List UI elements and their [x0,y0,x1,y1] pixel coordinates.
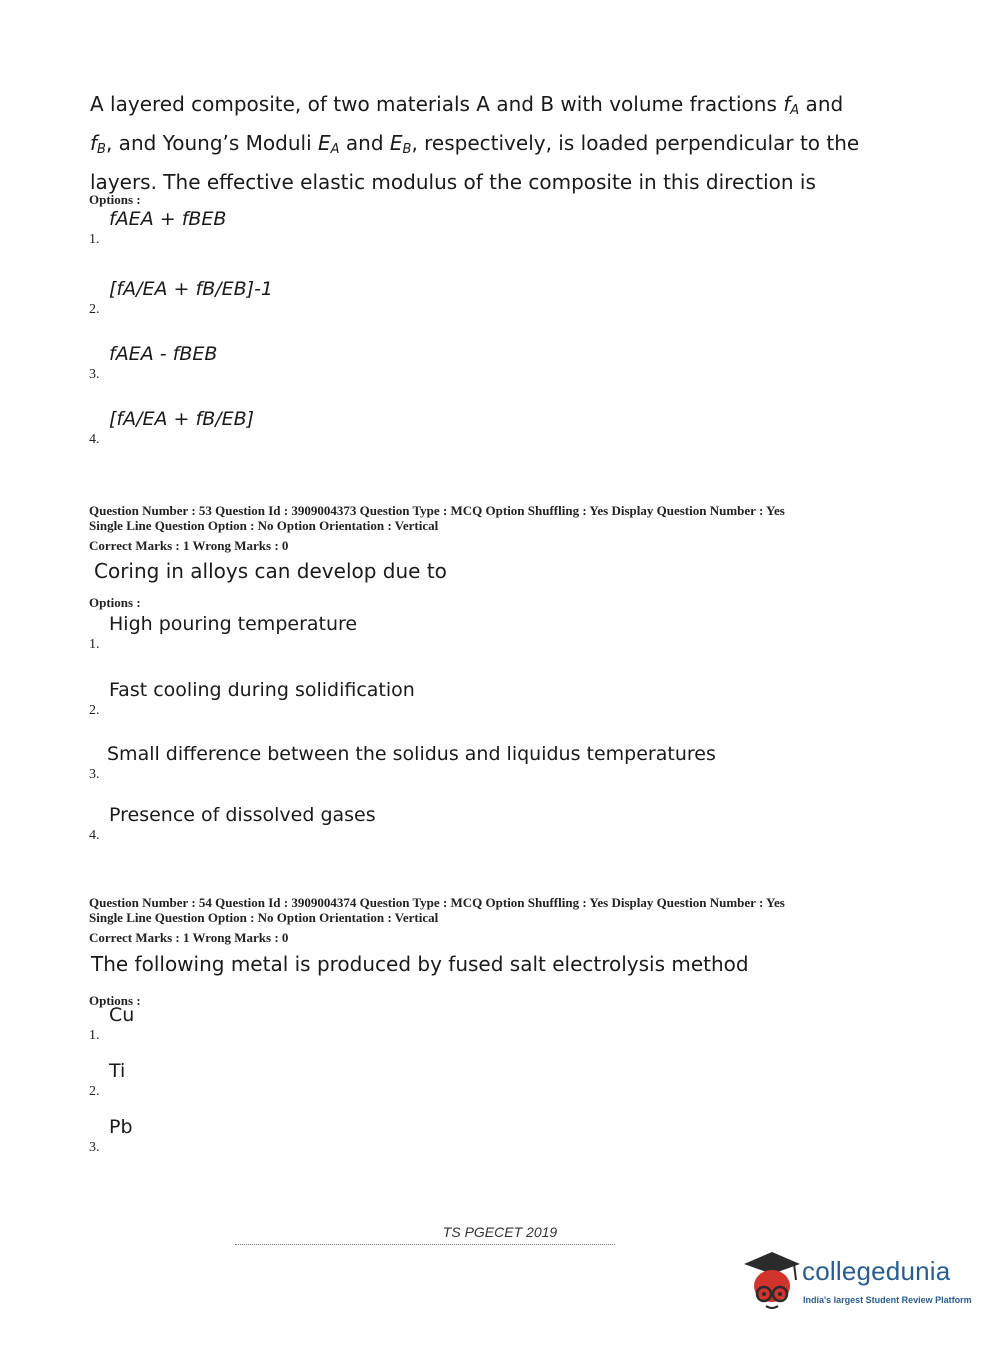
options-label: Options : [89,192,141,207]
option-number: 4. [89,828,100,843]
option-text: Small difference between the solidus and liquidus temperatures [107,743,716,765]
question-54-meta [89,895,909,945]
options-label: Options : [89,993,141,1008]
meta-line: Single Line Question Option : No Option Orientation : Vertical [89,910,439,925]
option-q54-3[interactable] [89,1116,889,1156]
option-number: 3. [89,767,100,782]
option-number: 2. [89,1084,100,1099]
option-text: fAEA + fBEB [109,208,227,230]
option-q53-1[interactable] [89,613,889,653]
option-text: Ti [109,1060,126,1082]
question-53-text: Coring in alloys can develop due to [94,559,447,583]
meta-line: Single Line Question Option : No Option Orientation : Vertical [89,518,439,533]
option-number: 1. [89,637,100,652]
option-text: Cu [109,1004,135,1026]
marks-line: Correct Marks : 1 Wrong Marks : 0 [89,930,289,945]
option-number: 3. [89,367,100,382]
option-number: 1. [89,1028,100,1043]
logo-tagline: India's largest Student Review Platform [803,1295,972,1305]
option-q54-2[interactable] [89,1060,889,1100]
option-q52-2[interactable] [89,278,889,318]
option-text: Fast cooling during solidification [109,679,415,701]
question-53-meta [89,503,909,553]
meta-line: Question Number : 54 Question Id : 3909004374 Question Type : MCQ Option Shuffling : Yes Display Question Number : Yes [89,895,785,910]
option-text: Presence of dissolved gases [109,804,376,826]
option-q52-1[interactable] [89,208,889,248]
mascot-icon [742,1250,804,1312]
option-text: [fA/EA + fB/EB] [109,408,255,430]
exam-title: TS PGECET 2019 [442,1224,558,1240]
dotted-divider [235,1244,615,1247]
logo-wordmark: collegedunia [802,1256,951,1286]
option-q53-4[interactable] [89,804,889,844]
option-number: 1. [89,232,100,247]
options-label: Options : [89,595,141,610]
option-q52-4[interactable] [89,408,889,448]
meta-line: Question Number : 53 Question Id : 3909004373 Question Type : MCQ Option Shuffling : Yes Display Question Number : Yes [89,503,785,518]
option-text: fAEA - fBEB [109,343,218,365]
option-number: 4. [89,432,100,447]
option-number: 2. [89,302,100,317]
option-number: 2. [89,703,100,718]
option-text: High pouring temperature [109,613,358,635]
option-q52-3[interactable] [89,343,889,383]
marks-line: Correct Marks : 1 Wrong Marks : 0 [89,538,289,553]
option-q54-1[interactable] [89,1004,889,1044]
option-q53-2[interactable] [89,679,889,719]
collegedunia-logo[interactable] [742,1250,972,1312]
question-52-text: A layered composite, of two materials A and B with volume fractions $f_A$ and $f_B$, and Young’s Moduli $E_A$ and $E_B$, respectively, is loaded perpendicular to the layers. The effective elastic modulus of the composite in this direction is [90,92,860,194]
option-text: Pb [109,1116,133,1138]
option-text: [fA/EA + fB/EB]-1 [109,278,274,300]
option-q53-3[interactable] [89,743,889,783]
option-number: 3. [89,1140,100,1155]
question-54-text: The following metal is produced by fused salt electrolysis method [91,952,749,976]
